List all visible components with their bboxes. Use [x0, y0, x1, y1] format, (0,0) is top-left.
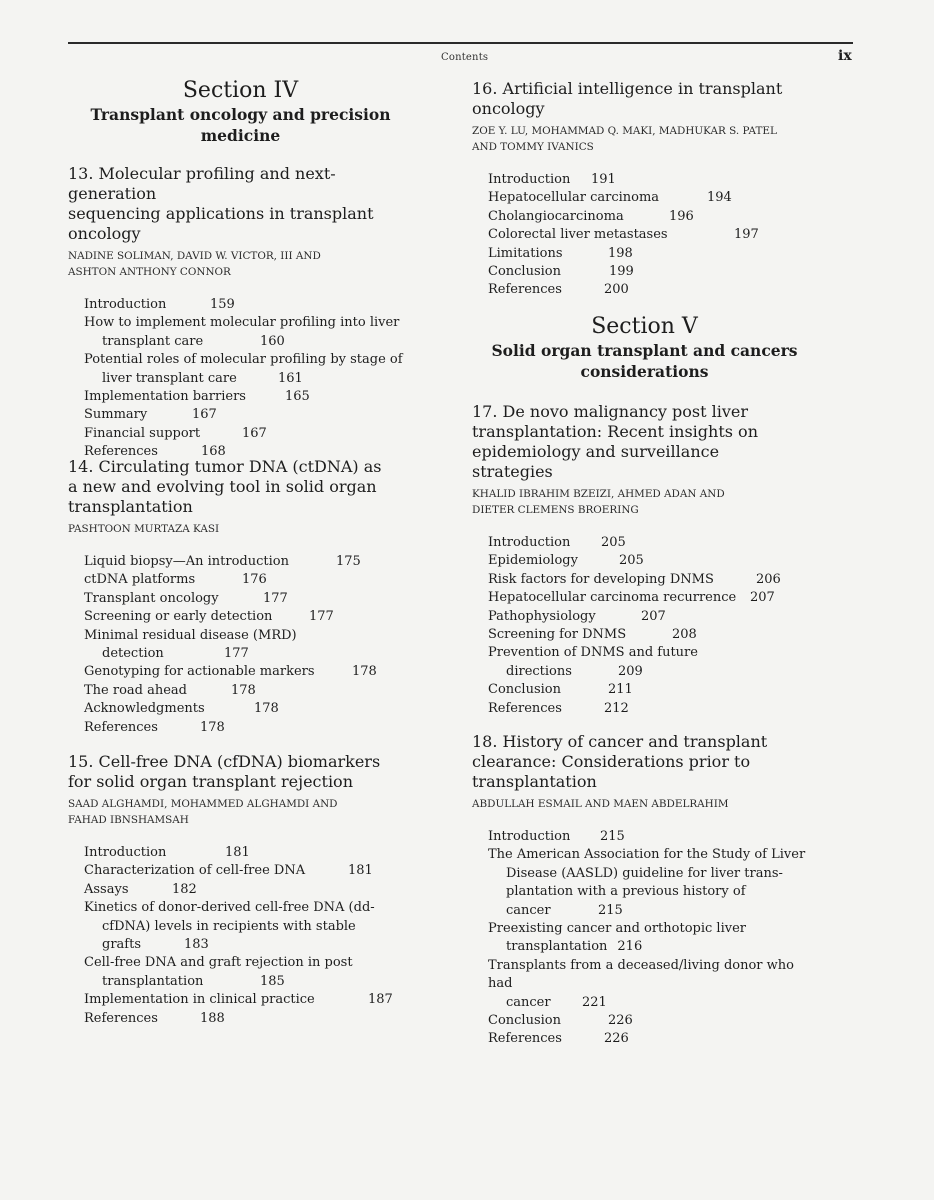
chapter-authors — [472, 486, 817, 518]
toc-entry[interactable] — [84, 1010, 413, 1028]
toc-page-number: 198 — [608, 245, 633, 261]
chapter-title-line: for solid organ transplant rejection — [68, 772, 353, 791]
toc-page-number: 208 — [672, 627, 697, 643]
toc-entry[interactable] — [488, 644, 817, 681]
toc-page-number: 161 — [278, 370, 303, 386]
author-line: ZOE Y. LU, MOHAMMAD Q. MAKI, MADHUKAR S. PATEL — [472, 125, 777, 137]
toc-page-number: 160 — [260, 333, 285, 349]
chapter-title-line: oncology — [68, 224, 141, 243]
toc-page-number: 167 — [192, 407, 217, 423]
toc-entry-text: Pathophysiology — [488, 608, 596, 624]
toc-entry-text — [488, 589, 817, 607]
toc-page-number: 185 — [260, 973, 285, 989]
toc-entry-text — [84, 881, 413, 899]
author-line: ABDULLAH ESMAIL AND MAEN ABDELRAHIM — [472, 798, 729, 810]
toc-entry-text: plantation with a previous history of — [506, 884, 746, 900]
toc-page-number: 182 — [172, 881, 197, 897]
toc-entry-text — [84, 663, 413, 681]
chapter-title[interactable] — [68, 164, 413, 244]
toc-entry-text: Disease (AASLD) guideline for liver trans- — [506, 865, 783, 881]
toc-entry-text — [84, 700, 413, 718]
toc-entry[interactable] — [488, 208, 817, 226]
author-line: KHALID IBRAHIM BZEIZI, AHMED ADAN AND — [472, 488, 725, 500]
author-line: DIETER CLEMENS BROERING — [472, 504, 639, 516]
toc-entry-text: Characterization of cell-free DNA — [84, 863, 306, 879]
toc-page-number: 206 — [756, 571, 781, 587]
toc-entry-text — [84, 682, 413, 700]
toc-entry[interactable] — [84, 899, 413, 954]
toc-entry-text: Implementation barriers — [84, 389, 246, 405]
chapter-16 — [472, 79, 817, 300]
section-v-heading — [472, 314, 817, 382]
toc-page-number: 183 — [184, 937, 209, 953]
chapter-authors — [68, 248, 413, 280]
toc-entry[interactable] — [488, 245, 817, 263]
toc-entry[interactable] — [84, 663, 413, 681]
toc-entry-text — [488, 189, 817, 207]
toc-entry-text: References — [84, 444, 158, 460]
chapter-title-line: transplantation — [472, 772, 597, 791]
toc-page-number: 178 — [254, 701, 279, 717]
toc-page-number: 178 — [200, 719, 225, 735]
chapter-title-line: 14. Circulating tumor DNA (ctDNA) as — [68, 457, 382, 476]
toc-entry-text: References — [84, 1010, 158, 1026]
toc-entry-list — [488, 171, 817, 300]
toc-entry-text — [84, 571, 413, 589]
toc-entry[interactable] — [84, 627, 413, 664]
toc-entry-text — [488, 534, 817, 552]
toc-entry-text — [488, 571, 817, 589]
chapter-title-line: 17. De novo malignancy post liver — [472, 402, 749, 421]
chapter-18 — [472, 732, 817, 1049]
toc-entry-text: Conclusion — [488, 1013, 561, 1029]
toc-entry[interactable] — [488, 571, 817, 589]
toc-entry-text: Minimal residual disease (MRD) — [84, 627, 297, 643]
toc-entry[interactable] — [84, 553, 413, 571]
toc-entry[interactable] — [488, 608, 817, 626]
toc-entry-text: Introduction — [84, 297, 167, 312]
chapter-title-line: 13. Molecular profiling and next-generation — [68, 164, 336, 203]
chapter-title[interactable] — [472, 402, 817, 482]
toc-entry[interactable] — [488, 552, 817, 570]
toc-entry[interactable] — [488, 189, 817, 207]
toc-entry-text: Summary — [84, 407, 148, 423]
chapter-title-line: oncology — [472, 99, 545, 118]
toc-entry-text: Risk factors for developing DNMS — [488, 571, 714, 587]
toc-entry-text — [488, 226, 817, 244]
toc-page-number: 205 — [619, 553, 644, 569]
toc-entry-text: References — [84, 719, 158, 735]
toc-entry-text: Potential roles of molecular profiling by stage of — [84, 352, 403, 368]
page-number: ix — [838, 48, 852, 64]
toc-entry[interactable] — [488, 626, 817, 644]
toc-page-number: 177 — [224, 646, 249, 662]
toc-entry-text: Colorectal liver metastases — [488, 227, 668, 243]
toc-page-number: 178 — [352, 664, 377, 680]
toc-page-number: 226 — [608, 1013, 633, 1029]
toc-entry-text: Preexisting cancer and orthotopic liver — [488, 921, 746, 937]
toc-entry-list — [84, 844, 413, 1028]
author-line: ASHTON ANTHONY CONNOR — [68, 266, 231, 278]
toc-entry[interactable] — [84, 844, 413, 862]
toc-entry-text — [488, 902, 817, 920]
toc-entry[interactable] — [84, 314, 413, 351]
toc-entry-text — [488, 608, 817, 626]
toc-entry[interactable] — [488, 171, 817, 189]
toc-entry[interactable] — [488, 226, 817, 244]
toc-entry-text: Kinetics of donor-derived cell-free DNA (dd- — [84, 900, 375, 916]
toc-entry[interactable] — [84, 881, 413, 899]
toc-entry-text — [84, 333, 413, 351]
toc-entry-text: transplantation — [506, 939, 608, 955]
toc-entry-text — [488, 828, 817, 846]
toc-entry-text: liver transplant care — [102, 370, 237, 386]
toc-entry-text — [488, 245, 817, 263]
toc-entry-text: Introduction — [488, 535, 571, 550]
toc-entry-text — [488, 208, 817, 226]
toc-entry[interactable] — [84, 590, 413, 608]
chapter-title-line: 15. Cell-free DNA (cfDNA) biomarkers — [68, 752, 381, 771]
toc-entry-text — [84, 862, 413, 880]
section-title: Section IV — [182, 78, 299, 103]
toc-entry[interactable] — [84, 351, 413, 388]
author-line: PASHTOON MURTAZA KASI — [68, 523, 220, 535]
chapter-title-line: clearance: Considerations prior to — [472, 752, 751, 771]
toc-page-number: 177 — [263, 590, 288, 606]
toc-page-number: 177 — [309, 609, 334, 625]
toc-entry-text — [488, 938, 817, 956]
chapter-authors — [68, 796, 413, 828]
toc-entry-text: Genotyping for actionable markers — [84, 664, 315, 680]
toc-entry-text: ctDNA platforms — [84, 572, 196, 588]
toc-page-number: 215 — [598, 902, 623, 918]
toc-page-number: 209 — [618, 663, 643, 679]
toc-entry-text: Cell-free DNA and graft rejection in post — [84, 955, 353, 971]
toc-entry-text: detection — [102, 646, 164, 662]
toc-page-number: 176 — [242, 572, 267, 588]
chapter-title-line: 16. Artificial intelligence in transplant — [472, 79, 783, 98]
toc-entry-text: Hepatocellular carcinoma — [488, 190, 660, 206]
chapter-15 — [68, 752, 413, 1028]
toc-entry-text: cancer — [506, 994, 551, 1010]
section-subtitle: Transplant oncology and precision — [90, 105, 391, 124]
toc-entry-text — [488, 1030, 817, 1048]
toc-entry-text — [84, 936, 413, 954]
toc-page-number: 187 — [368, 992, 393, 1008]
toc-page-number: 215 — [600, 829, 625, 844]
toc-page-number: 207 — [641, 608, 666, 624]
toc-entry[interactable] — [488, 846, 817, 920]
toc-entry[interactable] — [488, 681, 817, 699]
toc-entry-text: Conclusion — [488, 682, 561, 698]
toc-page-number: 165 — [285, 389, 310, 405]
toc-page-number: 200 — [604, 282, 629, 298]
section-iv-heading — [68, 78, 413, 146]
toc-entry[interactable] — [84, 991, 413, 1009]
toc-entry[interactable] — [488, 1012, 817, 1030]
toc-entry-text: The road ahead — [84, 682, 188, 698]
toc-entry[interactable] — [488, 534, 817, 552]
toc-entry-text: The American Association for the Study of Liver — [488, 847, 806, 863]
toc-page-number: 194 — [707, 190, 732, 206]
toc-entry[interactable] — [488, 589, 817, 607]
chapter-title-line: sequencing applications in transplant — [68, 204, 374, 223]
toc-entry[interactable] — [84, 571, 413, 589]
toc-entry[interactable] — [84, 388, 413, 406]
toc-entry-text — [488, 681, 817, 699]
toc-entry-text — [84, 553, 413, 571]
toc-page-number: 212 — [604, 700, 629, 716]
toc-entry-text: References — [488, 1031, 562, 1047]
toc-entry-text: Prevention of DNMS and future — [488, 645, 698, 661]
section-subtitle: medicine — [200, 126, 281, 145]
toc-entry-text — [84, 406, 413, 424]
toc-entry-text: Screening for DNMS — [488, 627, 627, 643]
toc-entry-text — [488, 663, 817, 681]
toc-page-number: 178 — [231, 682, 256, 698]
author-line: NADINE SOLIMAN, DAVID W. VICTOR, III AND — [68, 250, 321, 262]
chapter-title-line: strategies — [472, 462, 553, 481]
toc-entry[interactable] — [488, 263, 817, 281]
toc-entry-text: grafts — [102, 937, 141, 953]
chapter-13 — [68, 164, 413, 462]
toc-entry-text: Assays — [84, 881, 129, 897]
toc-page-number: 181 — [348, 863, 373, 879]
toc-entry[interactable] — [488, 1030, 817, 1048]
section-subtitle: Solid organ transplant and cancers — [491, 341, 798, 360]
toc-entry-text: Hepatocellular carcinoma recurrence — [488, 590, 737, 606]
toc-entry[interactable] — [488, 281, 817, 299]
toc-entry-text — [488, 700, 817, 718]
toc-page-number: 226 — [604, 1031, 629, 1047]
chapter-17 — [472, 402, 817, 718]
chapter-title[interactable] — [472, 732, 817, 792]
toc-entry-text: How to implement molecular profiling into liver — [84, 315, 400, 331]
toc-entry-text: Implementation in clinical practice — [84, 992, 315, 1008]
author-line: FAHAD IBNSHAMSAH — [68, 814, 189, 826]
toc-entry-text — [488, 281, 817, 299]
toc-page-number: 211 — [608, 682, 633, 698]
toc-entry-list — [488, 534, 817, 718]
toc-entry-list — [488, 828, 817, 1049]
toc-entry-text — [84, 370, 413, 388]
toc-entry-text — [84, 645, 413, 663]
chapter-title[interactable] — [68, 752, 413, 792]
toc-entry-text — [488, 626, 817, 644]
toc-entry[interactable] — [84, 406, 413, 424]
toc-entry-text — [84, 844, 413, 862]
toc-entry[interactable] — [488, 957, 817, 1012]
toc-entry[interactable] — [488, 920, 817, 957]
author-line: AND TOMMY IVANICS — [472, 141, 594, 153]
chapter-title[interactable] — [472, 79, 817, 119]
chapter-title-line: transplantation — [68, 497, 193, 516]
toc-page-number: 205 — [601, 535, 626, 550]
chapter-title-line: epidemiology and surveillance — [472, 442, 720, 461]
toc-entry-text — [84, 991, 413, 1009]
toc-entry-text: Screening or early detection — [84, 609, 273, 625]
toc-entry-text — [84, 296, 413, 314]
toc-entry-text: References — [488, 700, 562, 716]
toc-entry[interactable] — [84, 608, 413, 626]
toc-entry[interactable] — [84, 719, 413, 737]
toc-entry-text: Financial support — [84, 425, 201, 441]
running-head: Contents — [441, 52, 489, 63]
toc-page-number: 199 — [609, 264, 634, 280]
toc-entry-text: Introduction — [84, 845, 167, 860]
toc-entry-text — [488, 263, 817, 281]
section-title: Section V — [591, 314, 698, 339]
toc-entry[interactable] — [488, 828, 817, 846]
toc-entry-list — [84, 296, 413, 462]
toc-entry-text — [488, 552, 817, 570]
chapter-title-line: a new and evolving tool in solid organ — [68, 477, 377, 496]
toc-entry-text — [488, 994, 817, 1012]
toc-page-number: 181 — [225, 845, 250, 860]
toc-entry-text: Epidemiology — [488, 553, 578, 569]
toc-entry[interactable] — [84, 954, 413, 991]
toc-entry-text: Introduction — [488, 172, 571, 187]
toc-entry[interactable] — [84, 862, 413, 880]
toc-page-number: 159 — [210, 297, 235, 312]
toc-entry-text: Liquid biopsy—An introduction — [84, 554, 289, 569]
toc-entry-list — [84, 553, 413, 737]
toc-entry-text: transplantation — [102, 973, 204, 989]
header-rule — [68, 42, 853, 44]
toc-entry-text: References — [488, 282, 562, 298]
toc-entry[interactable] — [84, 296, 413, 314]
toc-entry-text: Introduction — [488, 829, 571, 844]
toc-page-number: 216 — [617, 939, 643, 955]
chapter-authors — [472, 123, 817, 155]
toc-entry-text: transplant care — [102, 333, 204, 349]
toc-entry-text: Limitations — [488, 245, 563, 261]
toc-entry-text — [84, 973, 413, 991]
toc-page-number: 197 — [734, 227, 759, 243]
toc-entry-text: Acknowledgments — [84, 701, 205, 717]
toc-page-number: 191 — [591, 172, 616, 187]
toc-page-number: 207 — [750, 590, 775, 606]
toc-entry[interactable] — [84, 700, 413, 718]
toc-page-number: 221 — [582, 994, 607, 1010]
chapter-title-line: 18. History of cancer and transplant — [472, 732, 768, 751]
toc-entry-text — [84, 388, 413, 406]
toc-entry-text: cancer — [506, 902, 551, 918]
toc-entry-text: Transplant oncology — [84, 590, 219, 606]
chapter-title-line: transplantation: Recent insights on — [472, 422, 758, 441]
toc-entry-text — [84, 1010, 413, 1028]
toc-entry-text — [84, 590, 413, 608]
toc-entry-text — [488, 1012, 817, 1030]
section-subtitle: considerations — [580, 362, 709, 381]
toc-entry-text: Conclusion — [488, 264, 561, 280]
chapter-authors — [68, 521, 413, 537]
toc-entry-text — [84, 608, 413, 626]
toc-entry[interactable] — [488, 700, 817, 718]
toc-entry-text: directions — [506, 663, 572, 679]
author-line: SAAD ALGHAMDI, MOHAMMED ALGHAMDI AND — [68, 798, 338, 810]
chapter-authors — [472, 796, 817, 812]
toc-page-number: 167 — [242, 425, 267, 441]
toc-page-number: 168 — [201, 444, 226, 460]
chapter-14 — [68, 457, 413, 737]
toc-entry-text: Cholangiocarcinoma — [488, 208, 624, 224]
toc-page-number: 175 — [336, 554, 361, 569]
toc-page-number: 196 — [669, 208, 694, 224]
toc-entry-text — [488, 171, 817, 189]
toc-entry-text: cfDNA) levels in recipients with stable — [102, 918, 356, 934]
toc-entry[interactable] — [84, 425, 413, 443]
toc-entry[interactable] — [84, 682, 413, 700]
toc-entry-text: Transplants from a deceased/living donor who had — [488, 957, 794, 992]
toc-page-number: 188 — [200, 1010, 225, 1026]
toc-entry-text — [84, 719, 413, 737]
chapter-title[interactable] — [68, 457, 413, 517]
toc-entry-text — [84, 425, 413, 443]
